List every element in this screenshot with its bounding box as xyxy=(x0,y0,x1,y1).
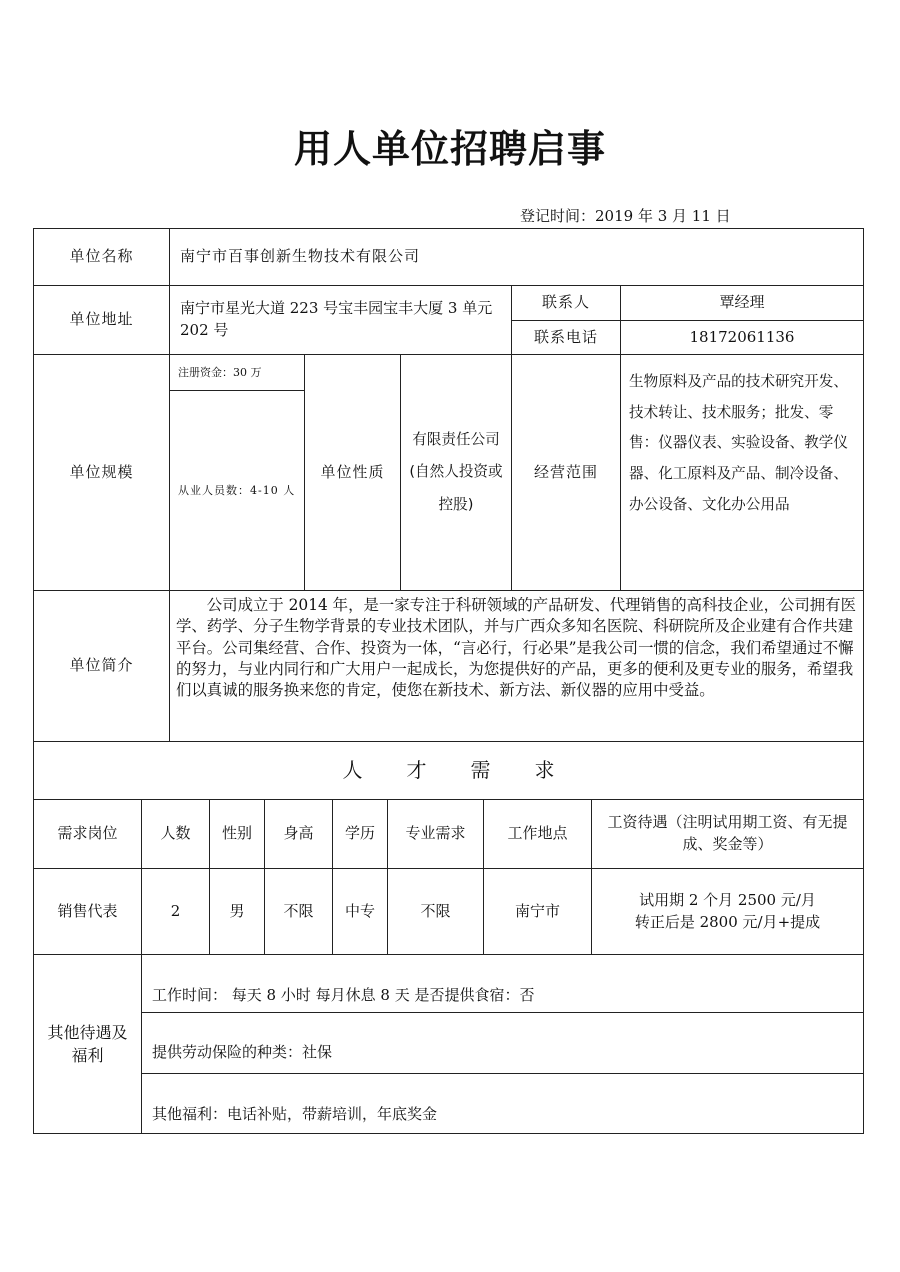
phone-label: 联系电话 xyxy=(511,320,621,355)
contact-label: 联系人 xyxy=(511,285,621,321)
job-education: 中专 xyxy=(332,868,388,955)
job-location: 南宁市 xyxy=(483,868,592,955)
welfare-work-time: 工作时间： 每天 8 小时 每月休息 8 天 是否提供食宿：否 xyxy=(141,954,864,1013)
talent-needs-header: 人才需求 xyxy=(33,741,864,800)
company-intro-text: 公司成立于 2014 年，是一家专注于科研领域的产品研发、代理销售的高科技企业，公司拥有医学、药学、分子生物学背景的专业技术团队，并与广西众多知名医院、科研院所及企业建有合作共建平台。公司集经营、合作、投资为一体，“言必行，行必果”是我公司一惯的信念，我们希望通过不懈的努力，与业内同行和广大用户一起成长，为您提供好的产品，更多的便利及更专业的服务，希望我们以真诚的服务换来您的肯定，使您在新技术、新方法、新仪器的应用中受益。 xyxy=(169,590,864,742)
registration-date: 登记时间：2019 年 3 月 11 日 xyxy=(520,207,731,225)
company-nature-value: 有限责任公司 (自然人投资或控股) xyxy=(400,354,512,591)
header-position: 需求岗位 xyxy=(33,799,142,869)
header-height: 身高 xyxy=(264,799,333,869)
registered-capital: 注册资金：30 万 xyxy=(169,354,305,391)
job-position: 销售代表 xyxy=(33,868,142,955)
employee-count: 从业人员数：4-10 人 xyxy=(169,390,305,591)
job-salary-regular: 转正后是 2800 元/月+提成 xyxy=(634,912,821,931)
job-major: 不限 xyxy=(387,868,484,955)
business-scope-label: 经营范围 xyxy=(511,354,621,591)
job-height: 不限 xyxy=(264,868,333,955)
business-scope-value: 生物原料及产品的技术研究开发、技术转让、技术服务；批发、零售：仪器仪表、实验设备、教学仪器、化工原料及产品、制冷设备、办公设备、文化办公用品 xyxy=(620,354,864,591)
company-address-label: 单位地址 xyxy=(33,285,170,355)
header-count: 人数 xyxy=(141,799,210,869)
job-salary-probation: 试用期 2 个月 2500 元/月 xyxy=(639,890,816,909)
job-salary xyxy=(591,868,864,955)
welfare-insurance: 提供劳动保险的种类：社保 xyxy=(141,1012,864,1074)
job-count: 2 xyxy=(141,868,210,955)
header-location: 工作地点 xyxy=(483,799,592,869)
contact-value: 覃经理 xyxy=(620,285,864,321)
job-gender: 男 xyxy=(209,868,265,955)
company-address-value: 南宁市星光大道 223 号宝丰园宝丰大厦 3 单元 202 号 xyxy=(169,285,512,355)
page-title: 用人单位招聘启事 xyxy=(293,127,606,171)
company-nature-label: 单位性质 xyxy=(304,354,401,591)
header-salary: 工资待遇（注明试用期工资、有无提成、奖金等） xyxy=(591,799,864,869)
company-name-label: 单位名称 xyxy=(33,228,170,286)
welfare-label: 其他待遇及福利 xyxy=(33,954,142,1134)
header-major: 专业需求 xyxy=(387,799,484,869)
header-gender: 性别 xyxy=(209,799,265,869)
company-name-value: 南宁市百事创新生物技术有限公司 xyxy=(169,228,864,286)
welfare-other: 其他福利：电话补贴，带薪培训，年底奖金 xyxy=(141,1073,864,1134)
header-education: 学历 xyxy=(332,799,388,869)
company-scale-label: 单位规模 xyxy=(33,354,170,591)
phone-value: 18172061136 xyxy=(620,320,864,355)
company-intro-label: 单位简介 xyxy=(33,590,170,742)
